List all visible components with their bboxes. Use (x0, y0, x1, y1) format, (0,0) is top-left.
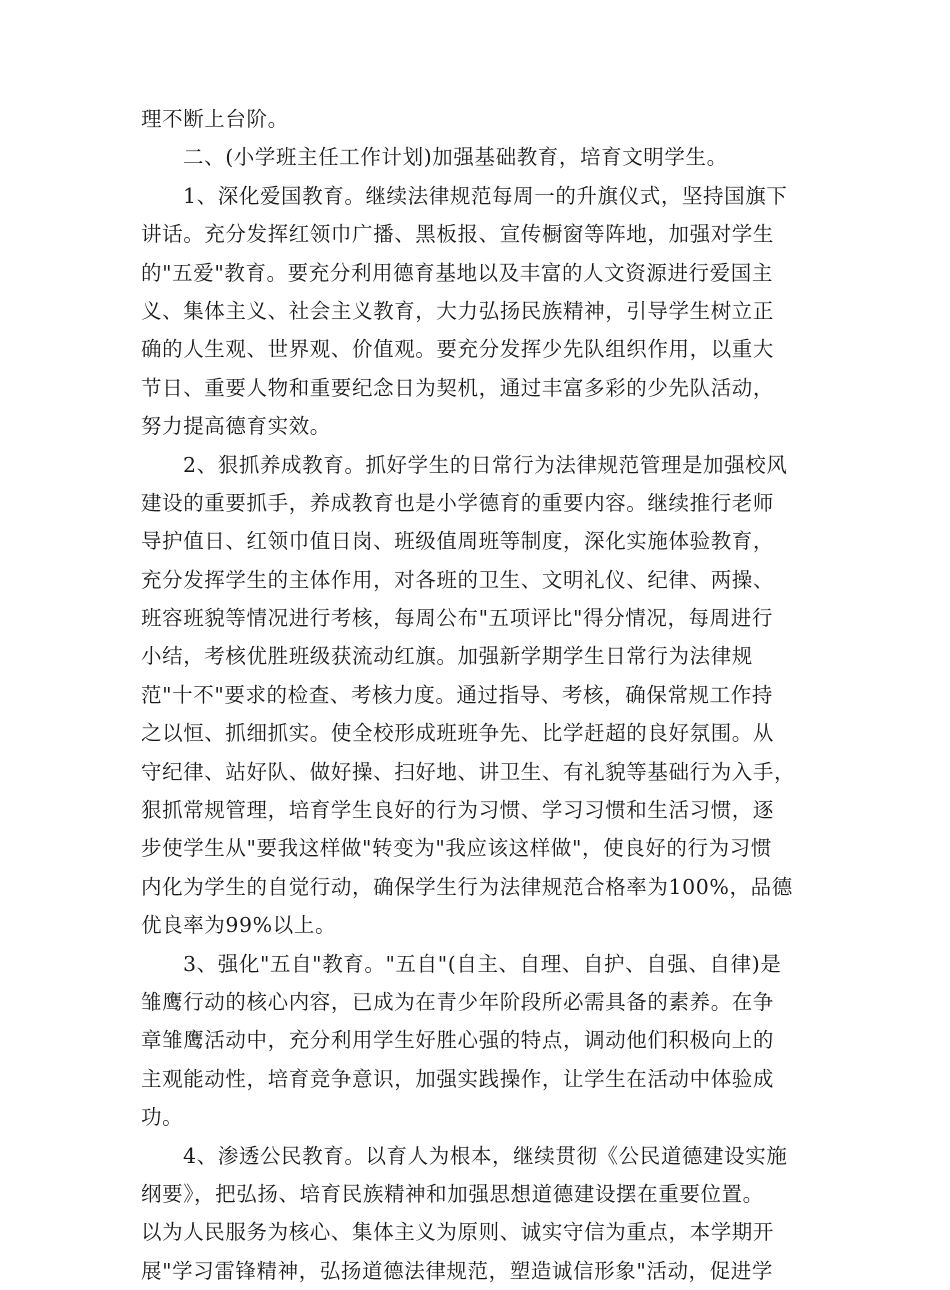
text-line: 讲话。充分发挥红领巾广播、黑板报、宣传橱窗等阵地，加强对学生 (141, 222, 774, 247)
text-line: 狠抓常规管理，培育学生良好的行为习惯、学习习惯和生活习惯，逐 (141, 798, 774, 823)
text-line: 的"五爱"教育。要充分利用德育基地以及丰富的人文资源进行爱国主 (141, 260, 773, 285)
text-line: 义、集体主义、社会主义教育，大力弘扬民族精神，引导学生树立正 (141, 298, 774, 323)
text-line: 之以恒、抓细抓实。使全校形成班班争先、比学赶超的良好氛围。从 (141, 721, 774, 746)
text-line: 理不断上台阶。 (141, 107, 289, 131)
text-line: 纲要》，把弘扬、培育民族精神和加强思想道德建设摆在重要位置。 (141, 1181, 764, 1206)
text-line: 1、深化爱国教育。继续法律规范每周一的升旗仪式，坚持国旗下 (183, 183, 788, 208)
text-line: 建设的重要抓手，养成教育也是小学德育的重要内容。继续推行老师 (141, 490, 774, 515)
text-line: 充分发挥学生的主体作用，对各班的卫生、文明礼仪、纪律、两操、 (141, 567, 774, 592)
text-line: 展"学习雷锋精神，弘扬道德法律规范，塑造诚信形象"活动，促进学 (141, 1258, 773, 1283)
text-line: 雏鹰行动的核心内容，已成为在青少年阶段所必需具备的素养。在争 (141, 989, 774, 1014)
text-line: 章雏鹰活动中，充分利用学生好胜心强的特点，调动他们积极向上的 (141, 1028, 774, 1053)
text-line: 功。 (141, 1105, 184, 1130)
text-line: 努力提高德育实效。 (141, 414, 331, 439)
text-line: 二、(小学班主任工作计划)加强基础教育，培育文明学生。 (183, 145, 728, 170)
text-line: 导护值日、红领巾值日岗、班级值周班等制度，深化实施体验教育， (141, 529, 774, 554)
text-line: 节日、重要人物和重要纪念日为契机，通过丰富多彩的少先队活动， (141, 375, 774, 400)
text-line: 范"十不"要求的检查、考核力度。通过指导、考核，确保常规工作持 (141, 682, 773, 707)
text-line: 2、狠抓养成教育。抓好学生的日常行为法律规范管理是加强校风 (183, 452, 788, 477)
text-line: 优良率为99%以上。 (141, 913, 337, 938)
text-line: 步使学生从"要我这样做"转变为"我应该这样做"，使良好的行为习惯 (141, 836, 772, 861)
text-line: 小结，考核优胜班级获流动红旗。加强新学期学生日常行为法律规 (141, 644, 753, 669)
text-line: 守纪律、站好队、做好操、扫好地、讲卫生、有礼貌等基础行为入手， (141, 759, 796, 784)
text-line: 以为人民服务为核心、集体主义为原则、诚实守信为重点，本学期开 (141, 1220, 774, 1245)
text-line: 确的人生观、世界观、价值观。要充分发挥少先队组织作用，以重大 (141, 337, 774, 362)
text-line: 主观能动性，培育竞争意识，加强实践操作，让学生在活动中体验成 (141, 1066, 774, 1091)
text-line: 班容班貌等情况进行考核，每周公布"五项评比"得分情况，每周进行 (141, 606, 773, 631)
text-line: 4、渗透公民教育。以育人为根本，继续贯彻《公民道德建设实施 (183, 1143, 788, 1168)
text-line: 3、强化"五自"教育。"五自"(自主、自理、自护、自强、自律)是 (183, 951, 782, 976)
document-body (141, 100, 809, 1290)
text-line: 内化为学生的自觉行动，确保学生行为法律规范合格率为100%，品德 (141, 874, 793, 899)
